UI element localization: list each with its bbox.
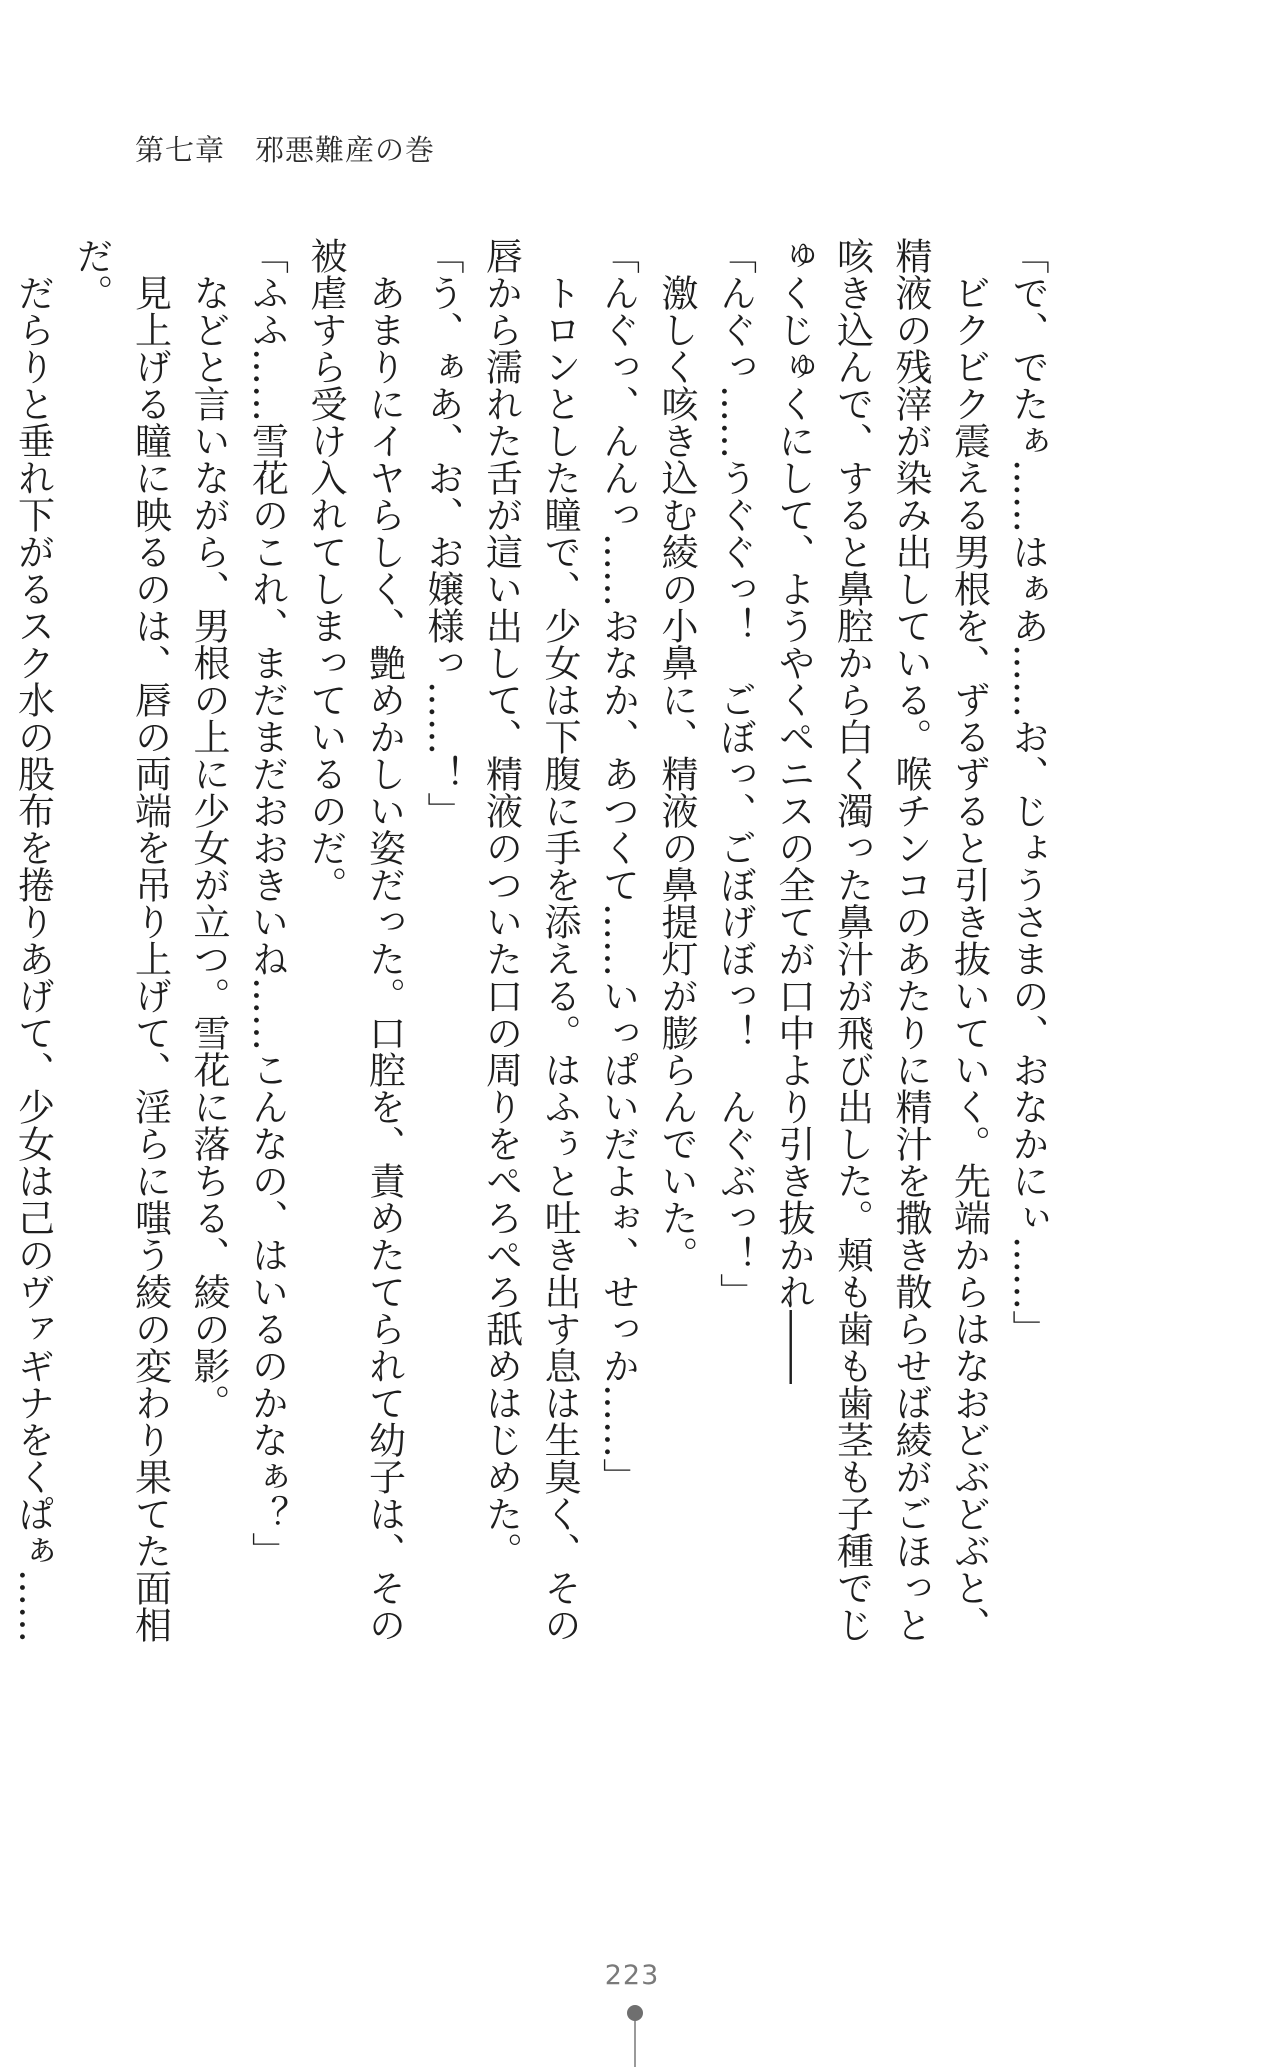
- paragraph: 「ふふ……雪花のこれ、まだまだおおきいね……こんなの、はいるのかなぁ？」: [245, 237, 289, 1569]
- body-text: [11, 237, 1056, 1667]
- paragraph: 激しく咳き込む綾の小鼻に、精液の鼻提灯が膨らんでいた。: [655, 237, 698, 1273]
- paragraph: トロンとした瞳で、少女は下腹に手を添える。はふぅと吐き出す息は生臭く、その唇から濡れた舌が這い出して、精液のついた口の周りをぺろぺろ舐めはじめた。: [479, 237, 581, 1643]
- paragraph: 「んぐっ……うぐぐっ！ ごぼっ、ごぼげぼっ！ んぐぶっ！」: [713, 237, 757, 1310]
- page-number: 223: [604, 1960, 660, 1991]
- paragraph: だらりと垂れ下がるスク水の股布を捲りあげて、少女は己のヴァギナをくぱぁ……: [11, 274, 55, 1643]
- paragraph: 「う、ぁあ、お、お嬢様っ……！」: [421, 237, 464, 829]
- paragraph: などと言いながら、男根の上に少女が立つ。雪花に落ちる、綾の影。: [187, 237, 230, 1421]
- paragraph: 「んぐっ、んんっ……おなか、あつくて……いっぱいだよぉ、せっか……」: [596, 237, 640, 1495]
- paragraph: 「で、でたぁ……はぁあ……お、じょうさまの、おなかにぃ……」: [1006, 237, 1049, 1347]
- folio-line-ornament: [634, 2021, 636, 2067]
- chapter-header: 第七章 邪悪難産の巻: [135, 133, 436, 167]
- paragraph: あまりにイヤらしく、艶めかしい姿だった。口腔を、責めたてられて幼子は、その被虐すら受け入れてしまっているのだ。: [304, 237, 406, 1643]
- paragraph: 見上げる瞳に映るのは、唇の両端を吊り上げて、淫らに嗤う綾の変わり果てた面相だ。: [70, 237, 172, 1643]
- folio-dot-ornament: [627, 2005, 643, 2021]
- paragraph: ビクビク震える男根を、ずるずると引き抜いていく。先端からはなおどぶどぶと、精液の残滓が染み出している。喉チンコのあたりに精汁を撒き散らせば綾がごほっと咳き込んで、すると鼻腔から白く濁った鼻汁が飛び出した。頬も歯も歯茎も子種でじゅくじゅくにして、ようやくペニスの全てが口中より引き抜かれ――: [772, 237, 991, 1643]
